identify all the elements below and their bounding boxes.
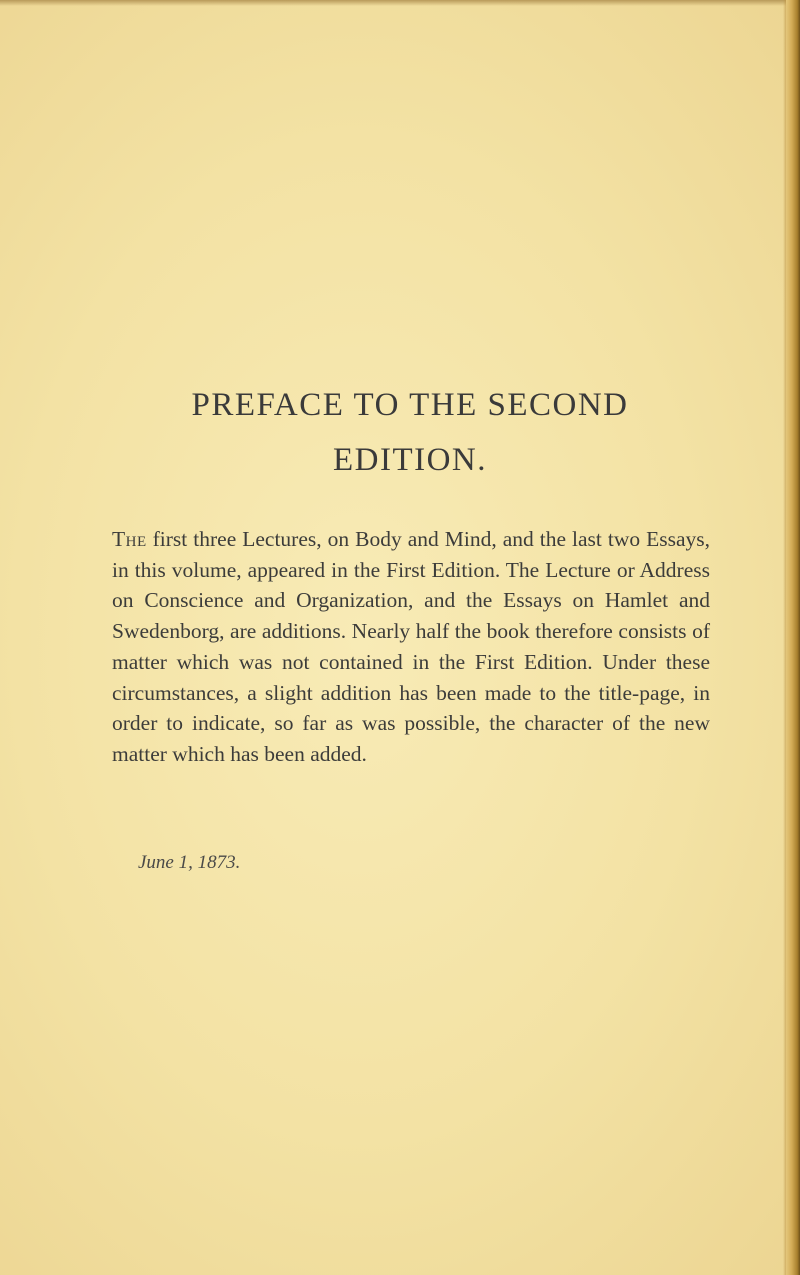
paragraph-lead-word: The xyxy=(112,527,147,551)
page-right-edge xyxy=(786,0,800,1275)
preface-date: June 1, 1873. xyxy=(138,852,241,873)
preface-heading xyxy=(60,378,760,488)
preface-heading-line2: EDITION. xyxy=(332,442,488,478)
page-top-edge xyxy=(0,0,800,6)
preface-heading-line1: PREFACE TO THE SECOND xyxy=(191,387,629,423)
preface-paragraph xyxy=(112,524,710,770)
paragraph-body: first three Lectures, on Body and Mind, and the last two Essays, in this volume, appeared in the First Edition. The Lecture or Address on Conscience and Organization, and the Essays on Hamlet and Swedenborg, are additions. Nearly half the book therefore consists of matter which was not contained in the First Edition. Under these circumstances, a slight addition has been made to the title-page, in order to indicate, so far as was possible, the character of the new matter which has been added. xyxy=(112,527,710,766)
